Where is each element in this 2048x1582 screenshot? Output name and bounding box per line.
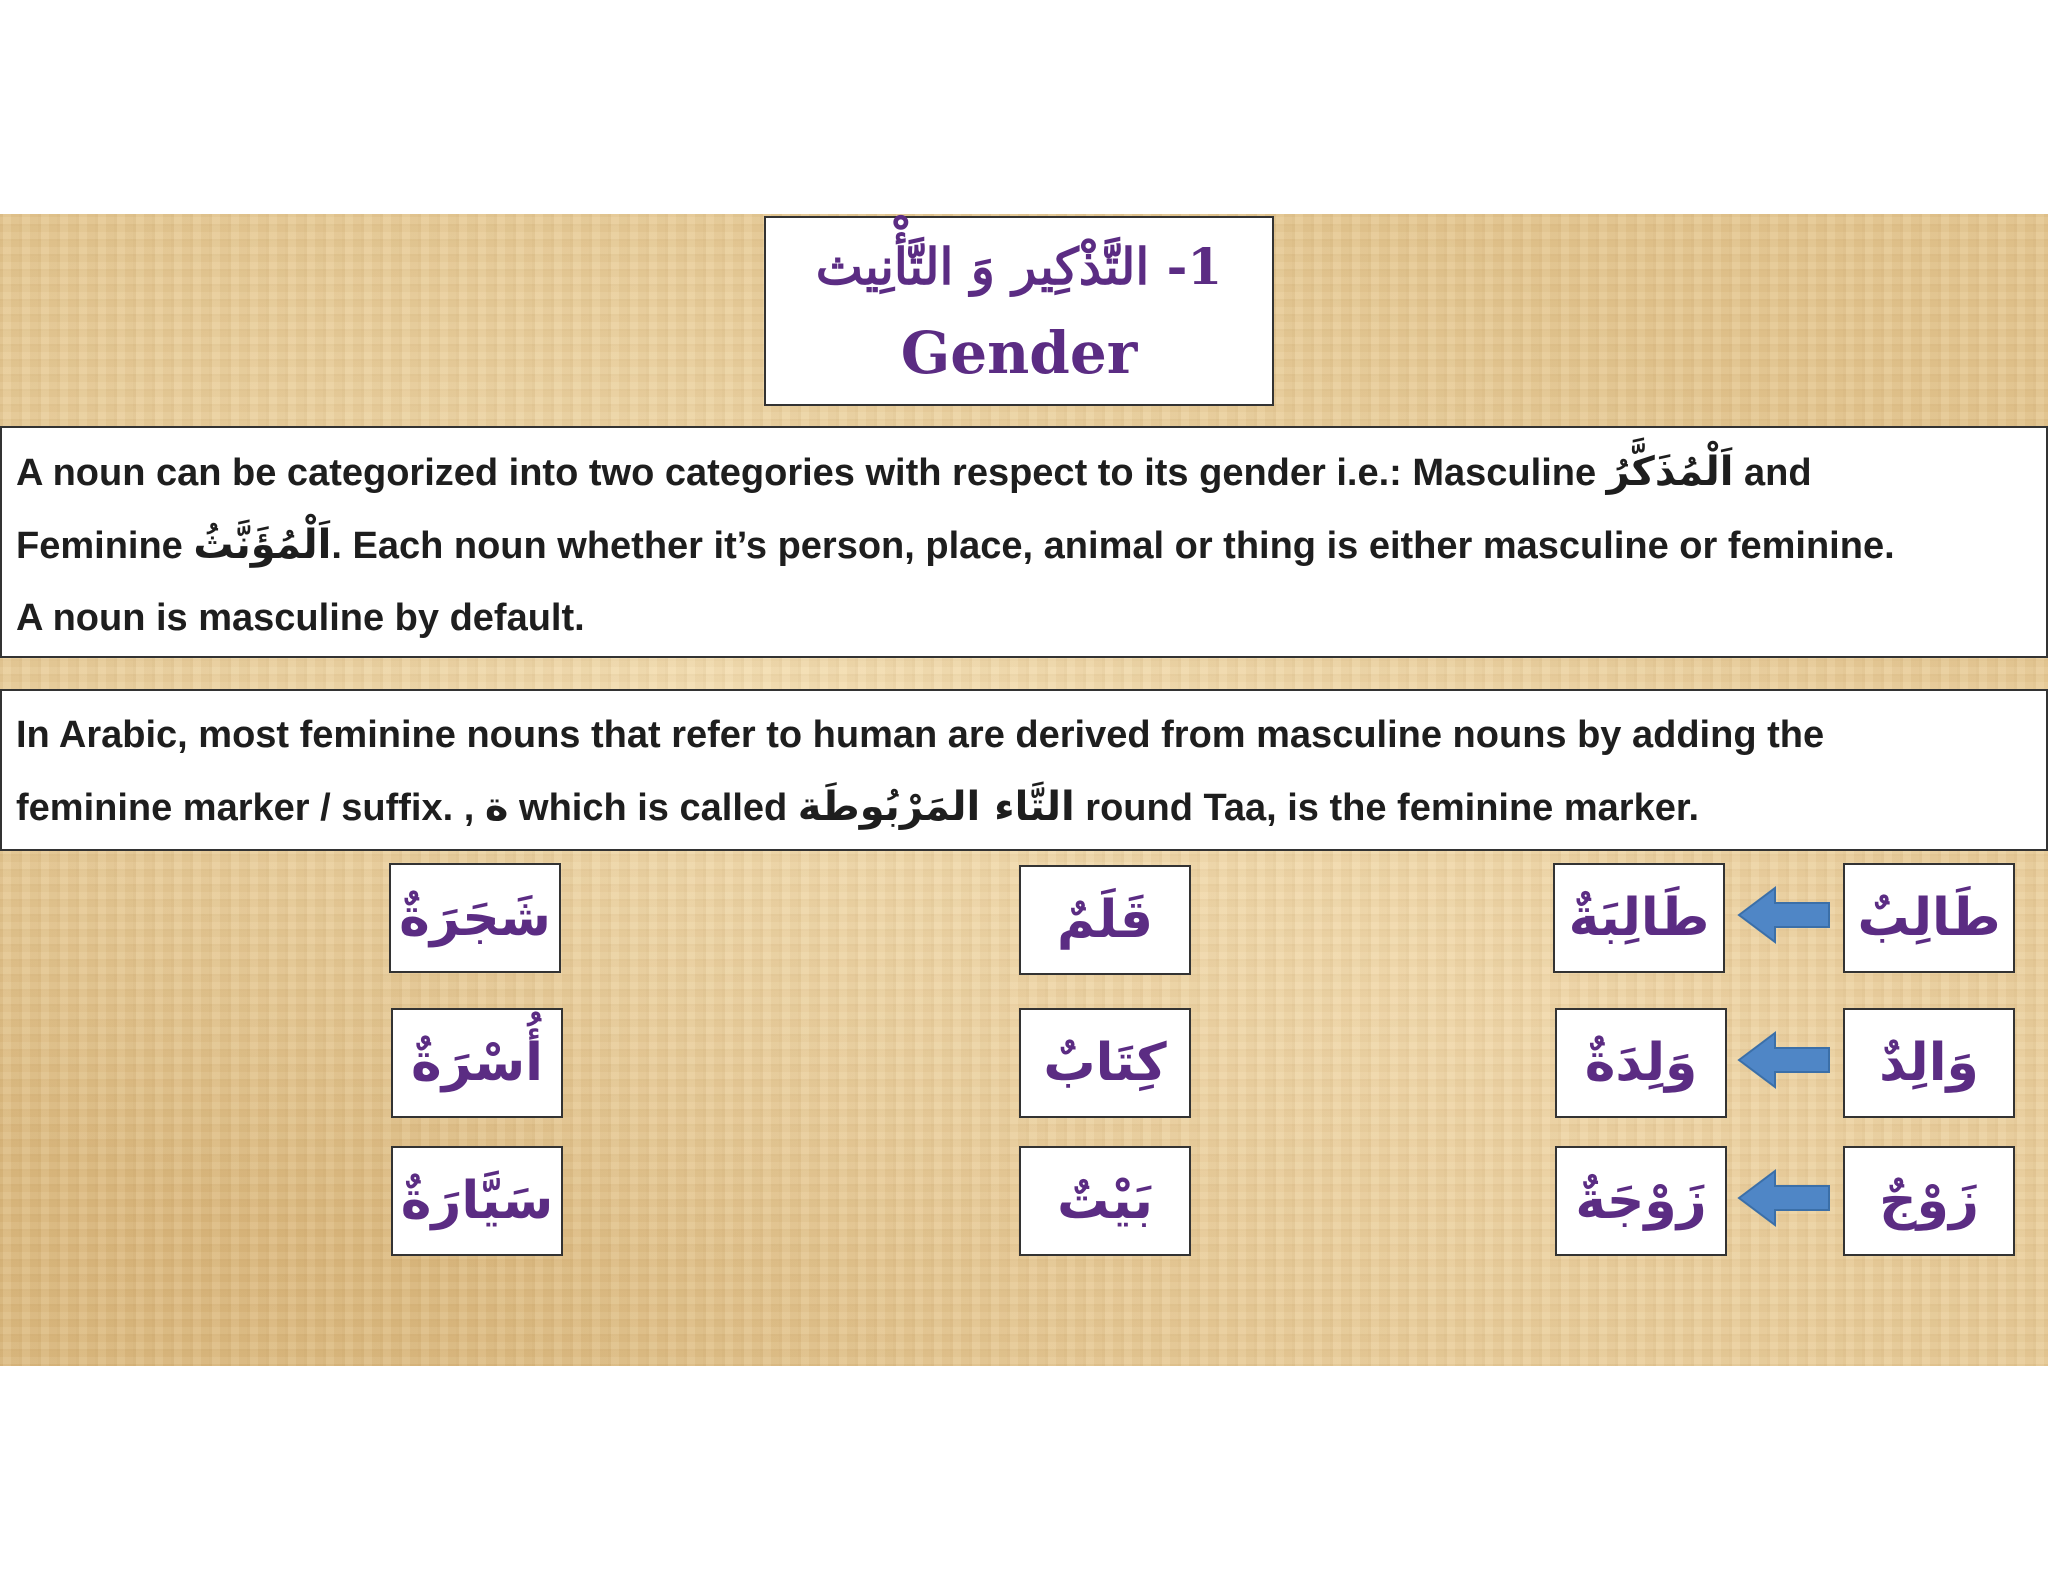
arrow-left-icon <box>1737 886 1831 944</box>
taa-marbuta-term: التَّاء المَرْبُوطَة <box>797 784 1075 830</box>
title-arabic: 1- التَّذْكِير وَ التَّأْنِيث <box>815 237 1223 296</box>
word-card-derived-feminine: وَلِدَةٌ <box>1555 1008 1727 1118</box>
definition-line-2-start: Feminine <box>16 525 183 567</box>
marker-line-1-text: In Arabic, most feminine nouns that refer to human are derived from masculine nouns by adding the <box>16 714 1825 756</box>
word-card-derived-feminine: زَوْجَةٌ <box>1555 1146 1727 1256</box>
title-box <box>764 216 1274 406</box>
marker-line-2-end: round Taa, is the feminine marker. <box>1085 787 1700 829</box>
definition-line-1-end: and <box>1744 452 1812 494</box>
word-card-masculine-example: بَيْتٌ <box>1019 1146 1191 1256</box>
masculine-term: اَلْمُذَكَّرُ <box>1606 449 1734 495</box>
word-card-masculine-example: كِتَابٌ <box>1019 1008 1191 1118</box>
word-card-masculine-example: قَلَمٌ <box>1019 865 1191 975</box>
definition-line-1-text: A noun can be categorized into two categories with respect to its gender i.e.: Masculine <box>16 452 1597 494</box>
definition-paragraph <box>0 426 2048 658</box>
marker-line-1 <box>16 699 2032 771</box>
marker-line-2-mid: which is called <box>519 787 788 829</box>
word-card-masculine: طَالِبٌ <box>1843 863 2015 973</box>
marker-line-2 <box>16 771 2032 844</box>
word-card-feminine-example: أُسْرَةٌ <box>391 1008 563 1118</box>
taa-marbuta-glyph: ة <box>484 784 509 830</box>
title-english: Gender <box>900 319 1138 387</box>
definition-line-2-text: . Each noun whether it’s person, place, animal or thing is either masculine or feminine. <box>331 525 1895 567</box>
definition-line-1 <box>16 436 2032 509</box>
definition-line-2 <box>16 509 2032 582</box>
definition-line-3-text: A noun is masculine by default. <box>16 597 585 639</box>
arrow-left-icon <box>1737 1031 1831 1089</box>
feminine-marker-paragraph <box>0 689 2048 851</box>
word-card-masculine: زَوْجٌ <box>1843 1146 2015 1256</box>
slide <box>0 214 2048 1366</box>
word-card-masculine: وَالِدٌ <box>1843 1008 2015 1118</box>
feminine-term: اَلْمُؤَنَّثُ <box>193 522 332 568</box>
word-card-feminine-example: سَيَّارَةٌ <box>391 1146 563 1256</box>
definition-line-3 <box>16 582 2032 654</box>
arrow-left-icon <box>1737 1169 1831 1227</box>
word-card-feminine-example: شَجَرَةٌ <box>389 863 561 973</box>
marker-line-2-start: feminine marker / suffix. , <box>16 787 475 829</box>
word-card-derived-feminine: طَالِبَةٌ <box>1553 863 1725 973</box>
